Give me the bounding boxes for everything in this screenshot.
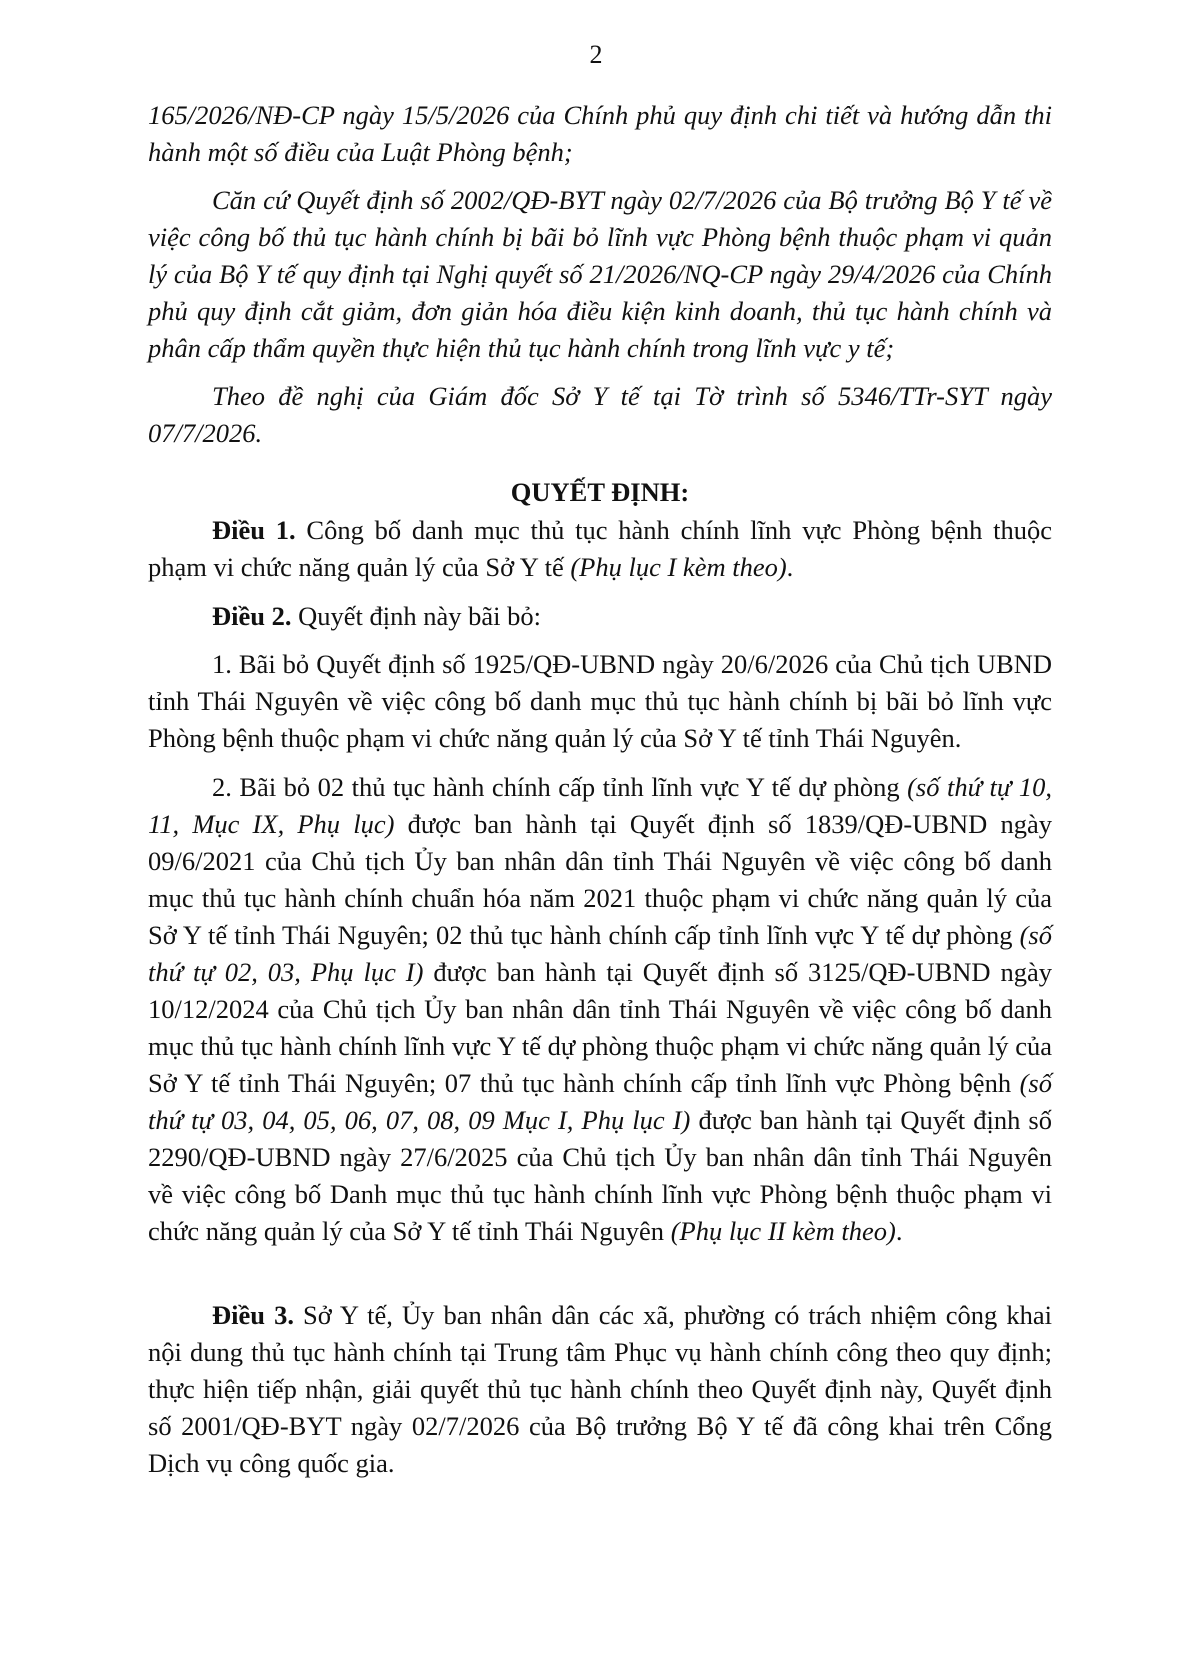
article-2-item-2: [148, 769, 1052, 1250]
preamble-legal-basis-1: 165/2026/NĐ-CP ngày 15/5/2026 của Chính phủ quy định chi tiết và hướng dẫn thi hành một số điều của Luật Phòng bệnh;: [148, 100, 1052, 167]
item-2-text-2: được ban hành tại Quyết định số 1839/QĐ-UBND ngày 09/6/2021 của Chủ tịch Ủy ban nhân dân tỉnh Thái Nguyên về việc công bố danh mục thủ tục hành chính chuẩn hóa năm 2021 thuộc phạm vi chức năng quản lý của Sở Y tế tỉnh Thái Nguyên; 02 thủ tục hành chính cấp tỉnh lĩnh vực Y tế dự phòng: [148, 809, 1052, 950]
article-1: [148, 512, 1052, 586]
page-number: 2: [589, 40, 603, 69]
item-2-reference-2: (số thứ tự 02, 03, Phụ lục I): [148, 920, 1052, 987]
item-2-reference-4: (Phụ lục II kèm theo): [670, 1216, 896, 1246]
article-1-reference: (Phụ lục I kèm theo): [570, 552, 787, 582]
item-2-text-4: được ban hành tại Quyết định số 2290/QĐ-UBND ngày 27/6/2025 của Chủ tịch Ủy ban nhân dân tỉnh Thái Nguyên về việc công bố Danh mục thủ tục hành chính lĩnh vực Phòng bệnh thuộc phạm vi chức năng quản lý của Sở Y tế tỉnh Thái Nguyên: [148, 1105, 1052, 1246]
article-3-text: Sở Y tế, Ủy ban nhân dân các xã, phường có trách nhiệm công khai nội dung thủ tục hành chính tại Trung tâm Phục vụ hành chính công theo quy định; thực hiện tiếp nhận, giải quyết thủ tục hành chính theo Quyết định này, Quyết định số 2001/QĐ-BYT ngày 02/7/2026 của Bộ trưởng Bộ Y tế đã công khai trên Cổng Dịch vụ công quốc gia.: [148, 1300, 1052, 1478]
article-1-label: Điều 1.: [212, 515, 296, 545]
article-2-item-1: 1. Bãi bỏ Quyết định số 1925/QĐ-UBND ngày 20/6/2026 của Chủ tịch UBND tỉnh Thái Nguyên về việc công bố danh mục thủ tục hành chính bị bãi bỏ lĩnh vực Phòng bệnh thuộc phạm vi chức năng quản lý của Sở Y tế tỉnh Thái Nguyên.: [148, 649, 1052, 753]
item-2-end: .: [895, 1216, 903, 1246]
item-2-text-3: được ban hành tại Quyết định số 3125/QĐ-UBND ngày 10/12/2024 của Chủ tịch Ủy ban nhân dân tỉnh Thái Nguyên về việc công bố danh mục thủ tục hành chính lĩnh vực Y tế dự phòng thuộc phạm vi chức năng quản lý của Sở Y tế tỉnh Thái Nguyên; 07 thủ tục hành chính cấp tỉnh lĩnh vực Phòng bệnh: [148, 957, 1053, 1098]
article-2-label: Điều 2.: [212, 601, 292, 631]
article-3: [148, 1297, 1052, 1482]
article-1-end: .: [786, 552, 794, 582]
item-2-reference-1: (số thứ tự 10, 11, Mục IX, Phụ lục): [148, 772, 1052, 839]
item-2-reference-3: (số thứ tự 03, 04, 05, 06, 07, 08, 09 Mục I, Phụ lục I): [148, 1068, 1052, 1135]
article-2: [148, 598, 1052, 635]
article-2-text: Quyết định này bãi bỏ:: [291, 601, 541, 631]
article-3-label: Điều 3.: [212, 1300, 294, 1330]
item-2-text-1: 2. Bãi bỏ 02 thủ tục hành chính cấp tỉnh lĩnh vực Y tế dự phòng: [212, 772, 908, 802]
preamble-proposal: Theo đề nghị của Giám đốc Sở Y tế tại Tờ trình số 5346/TTr-SYT ngày 07/7/2026.: [148, 381, 1052, 448]
preamble-legal-basis-2: Căn cứ Quyết định số 2002/QĐ-BYT ngày 02/7/2026 của Bộ trưởng Bộ Y tế về việc công bố thủ tục hành chính bị bãi bỏ lĩnh vực Phòng bệnh thuộc phạm vi quản lý của Bộ Y tế quy định tại Nghị quyết số 21/2026/NQ-CP ngày 29/4/2026 của Chính phủ quy định cắt giảm, đơn giản hóa điều kiện kinh doanh, thủ tục hành chính và phân cấp thẩm quyền thực hiện thủ tục hành chính trong lĩnh vực y tế;: [148, 185, 1052, 363]
article-1-text: Công bố danh mục thủ tục hành chính lĩnh vực Phòng bệnh thuộc phạm vi chức năng quản lý của Sở Y tế: [148, 515, 1052, 582]
decision-heading: QUYẾT ĐỊNH:: [510, 477, 690, 507]
